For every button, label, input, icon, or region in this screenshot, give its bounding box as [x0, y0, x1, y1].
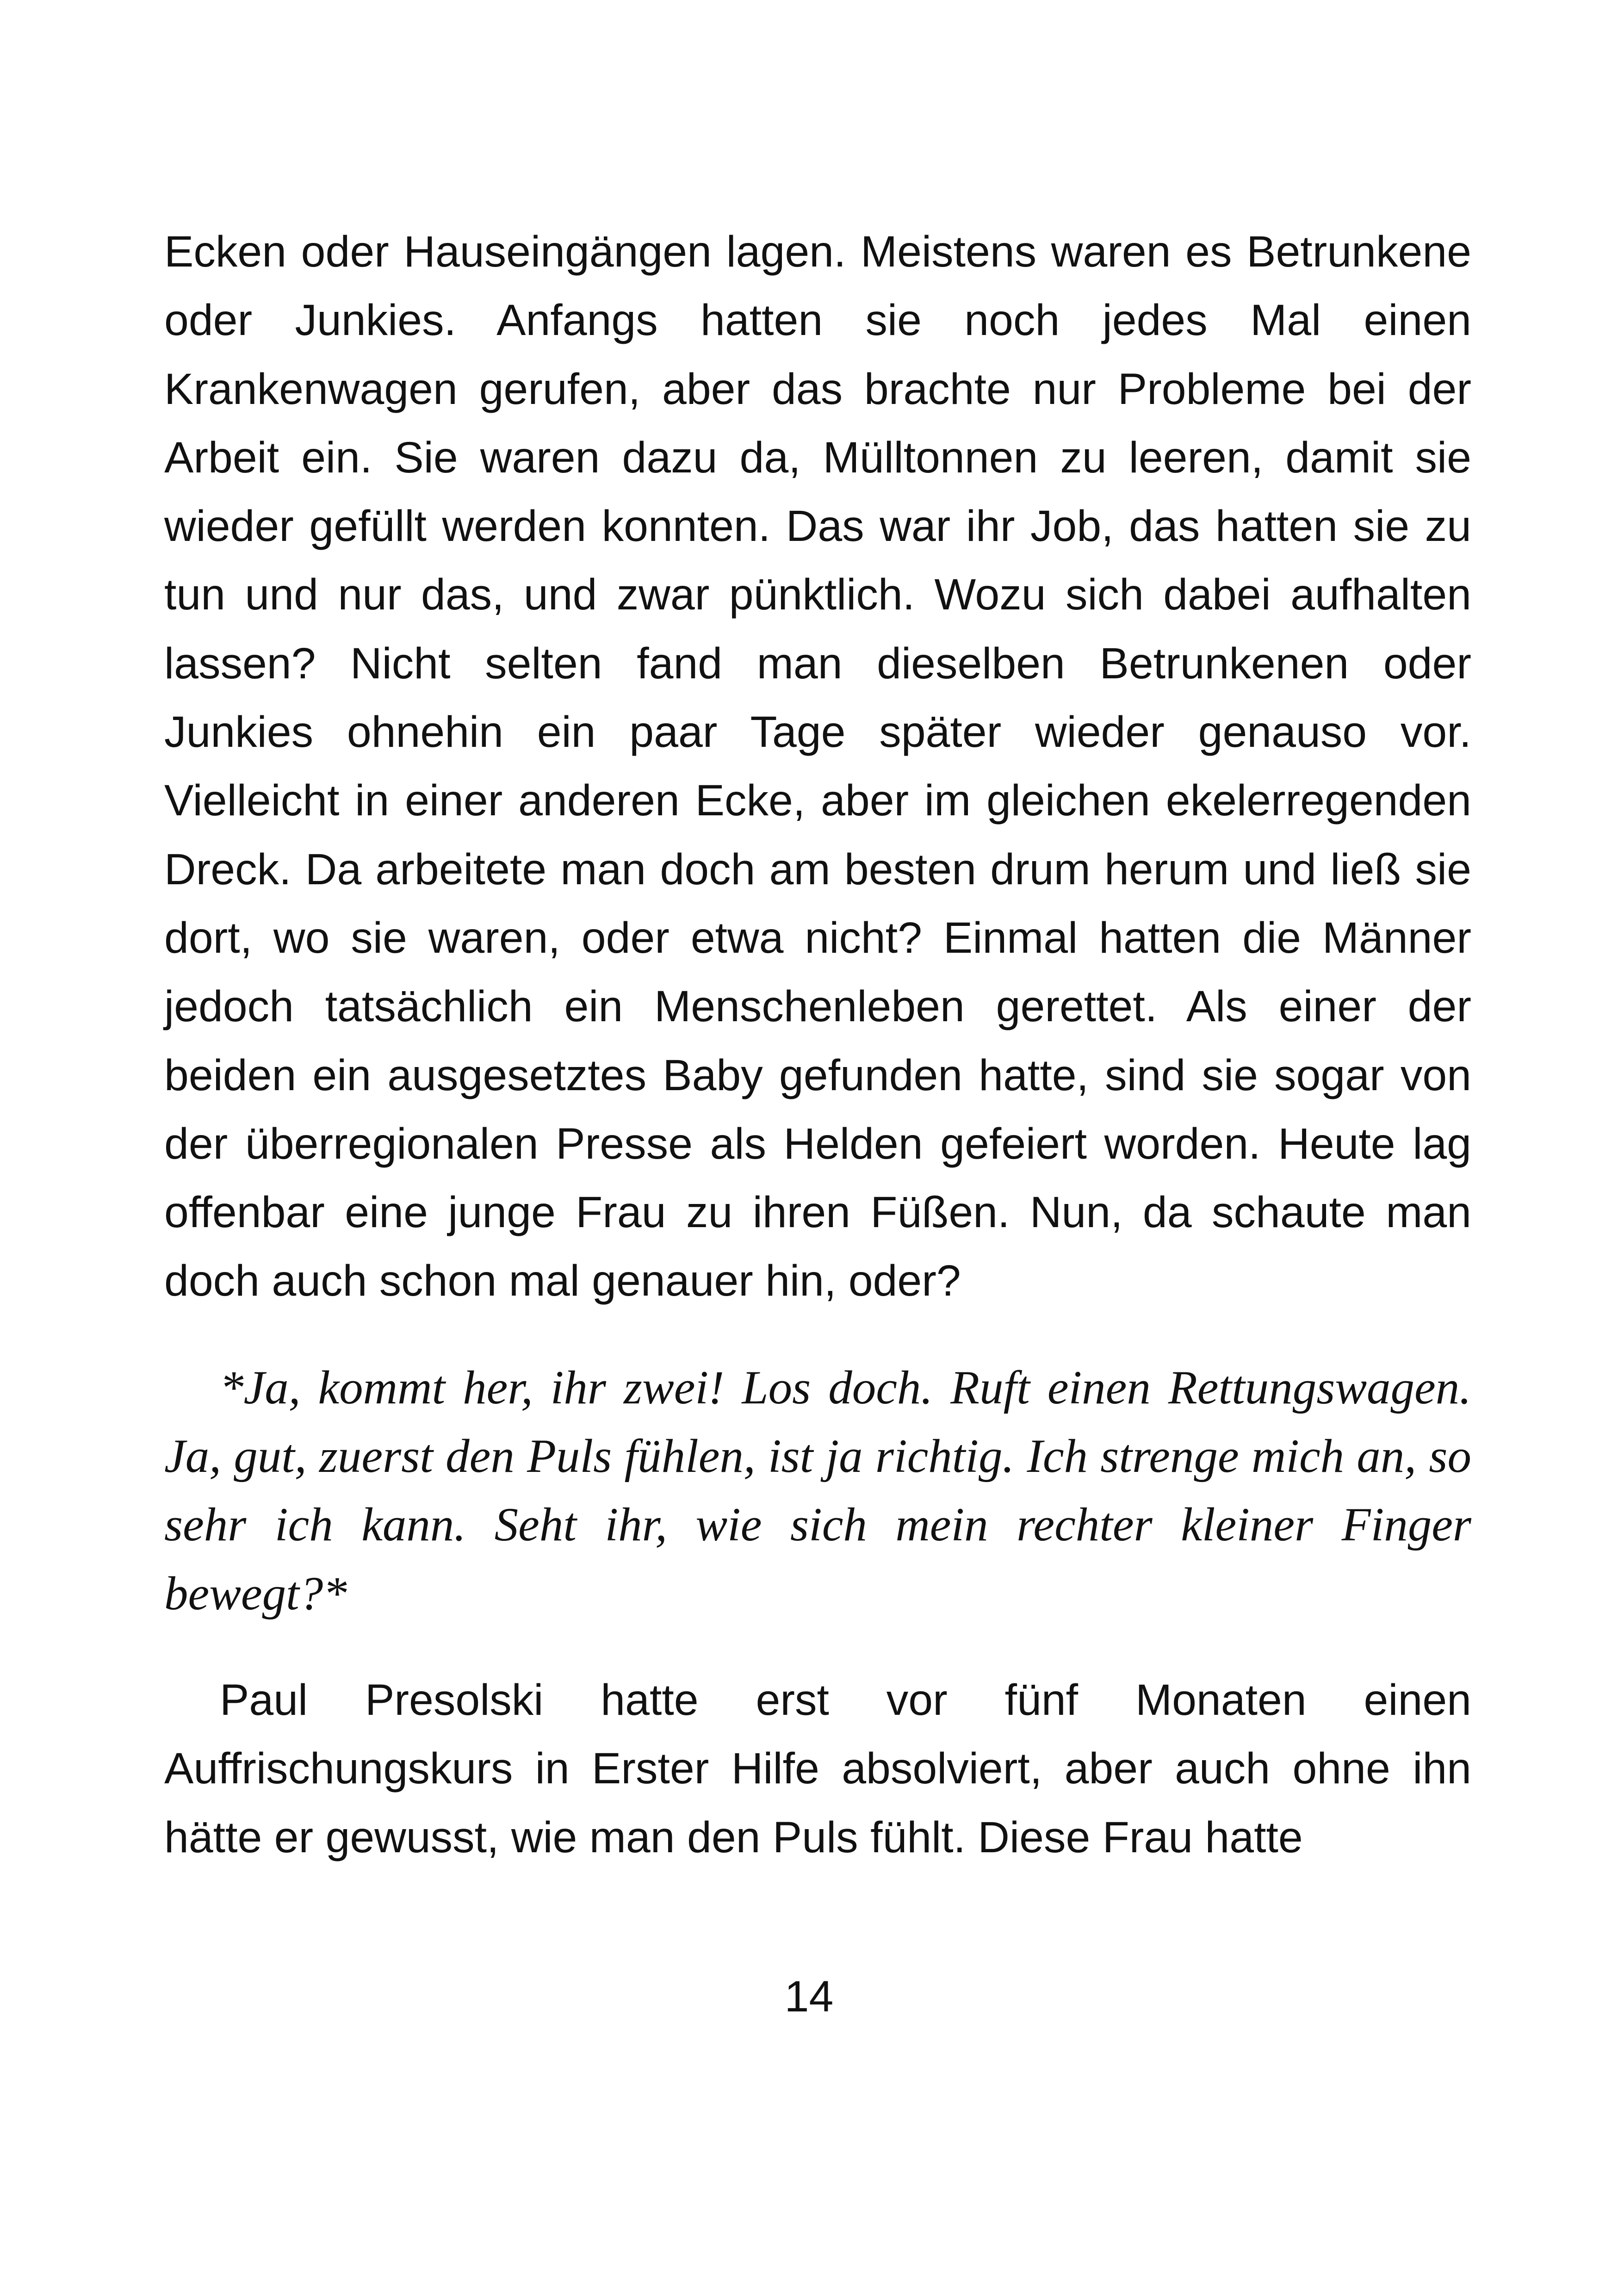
- body-paragraph: Ecken oder Hauseingängen lagen. Meistens waren es Betrunkene oder Junkies. Anfangs hatten sie noch jedes Mal einen Krankenwagen gerufen, aber das brachte nur Probleme bei der Arbeit ein. Sie waren dazu da, Mülltonnen zu leeren, damit sie wieder gefüllt werden konnten. Das war ihr Job, das hatten sie zu tun und nur das, und zwar pünktlich. Wozu sich dabei aufhalten lassen? Nicht selten fand man dieselben Betrunkenen oder Junkies ohnehin ein paar Tage später wieder genauso vor. Vielleicht in einer anderen Ecke, aber im gleichen ekelerregenden Dreck. Da arbeitete man doch am besten drum herum und ließ sie dort, wo sie waren, oder etwa nicht? Einmal hatten die Männer jedoch tatsächlich ein Menschenleben gerettet. Als einer der beiden ein ausgesetztes Baby gefunden hatte, sind sie sogar von der überregionalen Presse als Helden gefeiert worden. Heute lag offenbar eine junge Frau zu ihren Füßen. Nun, da schaute man doch auch schon mal genauer hin, oder?: [164, 227, 1471, 1306]
- italic-inner-monologue-paragraph: *Ja, kommt her, ihr zwei! Los doch. Ruft einen Rettungswagen. Ja, gut, zuerst den Puls fühlen, ist ja richtig. Ich strenge mich an, so sehr ich kann. Seht ihr, wie sich mein rechter kleiner Finger bewegt?*: [164, 1361, 1471, 1620]
- body-paragraph-continued: Paul Presolski hatte erst vor fünf Monaten einen Auffrischungskurs in Erster Hilfe absolviert, aber auch ohne ihn hätte er gewusst, wie man den Puls fühlt. Diese Frau hatte: [164, 1675, 1471, 1862]
- page-number: 14: [784, 1972, 834, 2021]
- page-body: [164, 217, 1471, 1872]
